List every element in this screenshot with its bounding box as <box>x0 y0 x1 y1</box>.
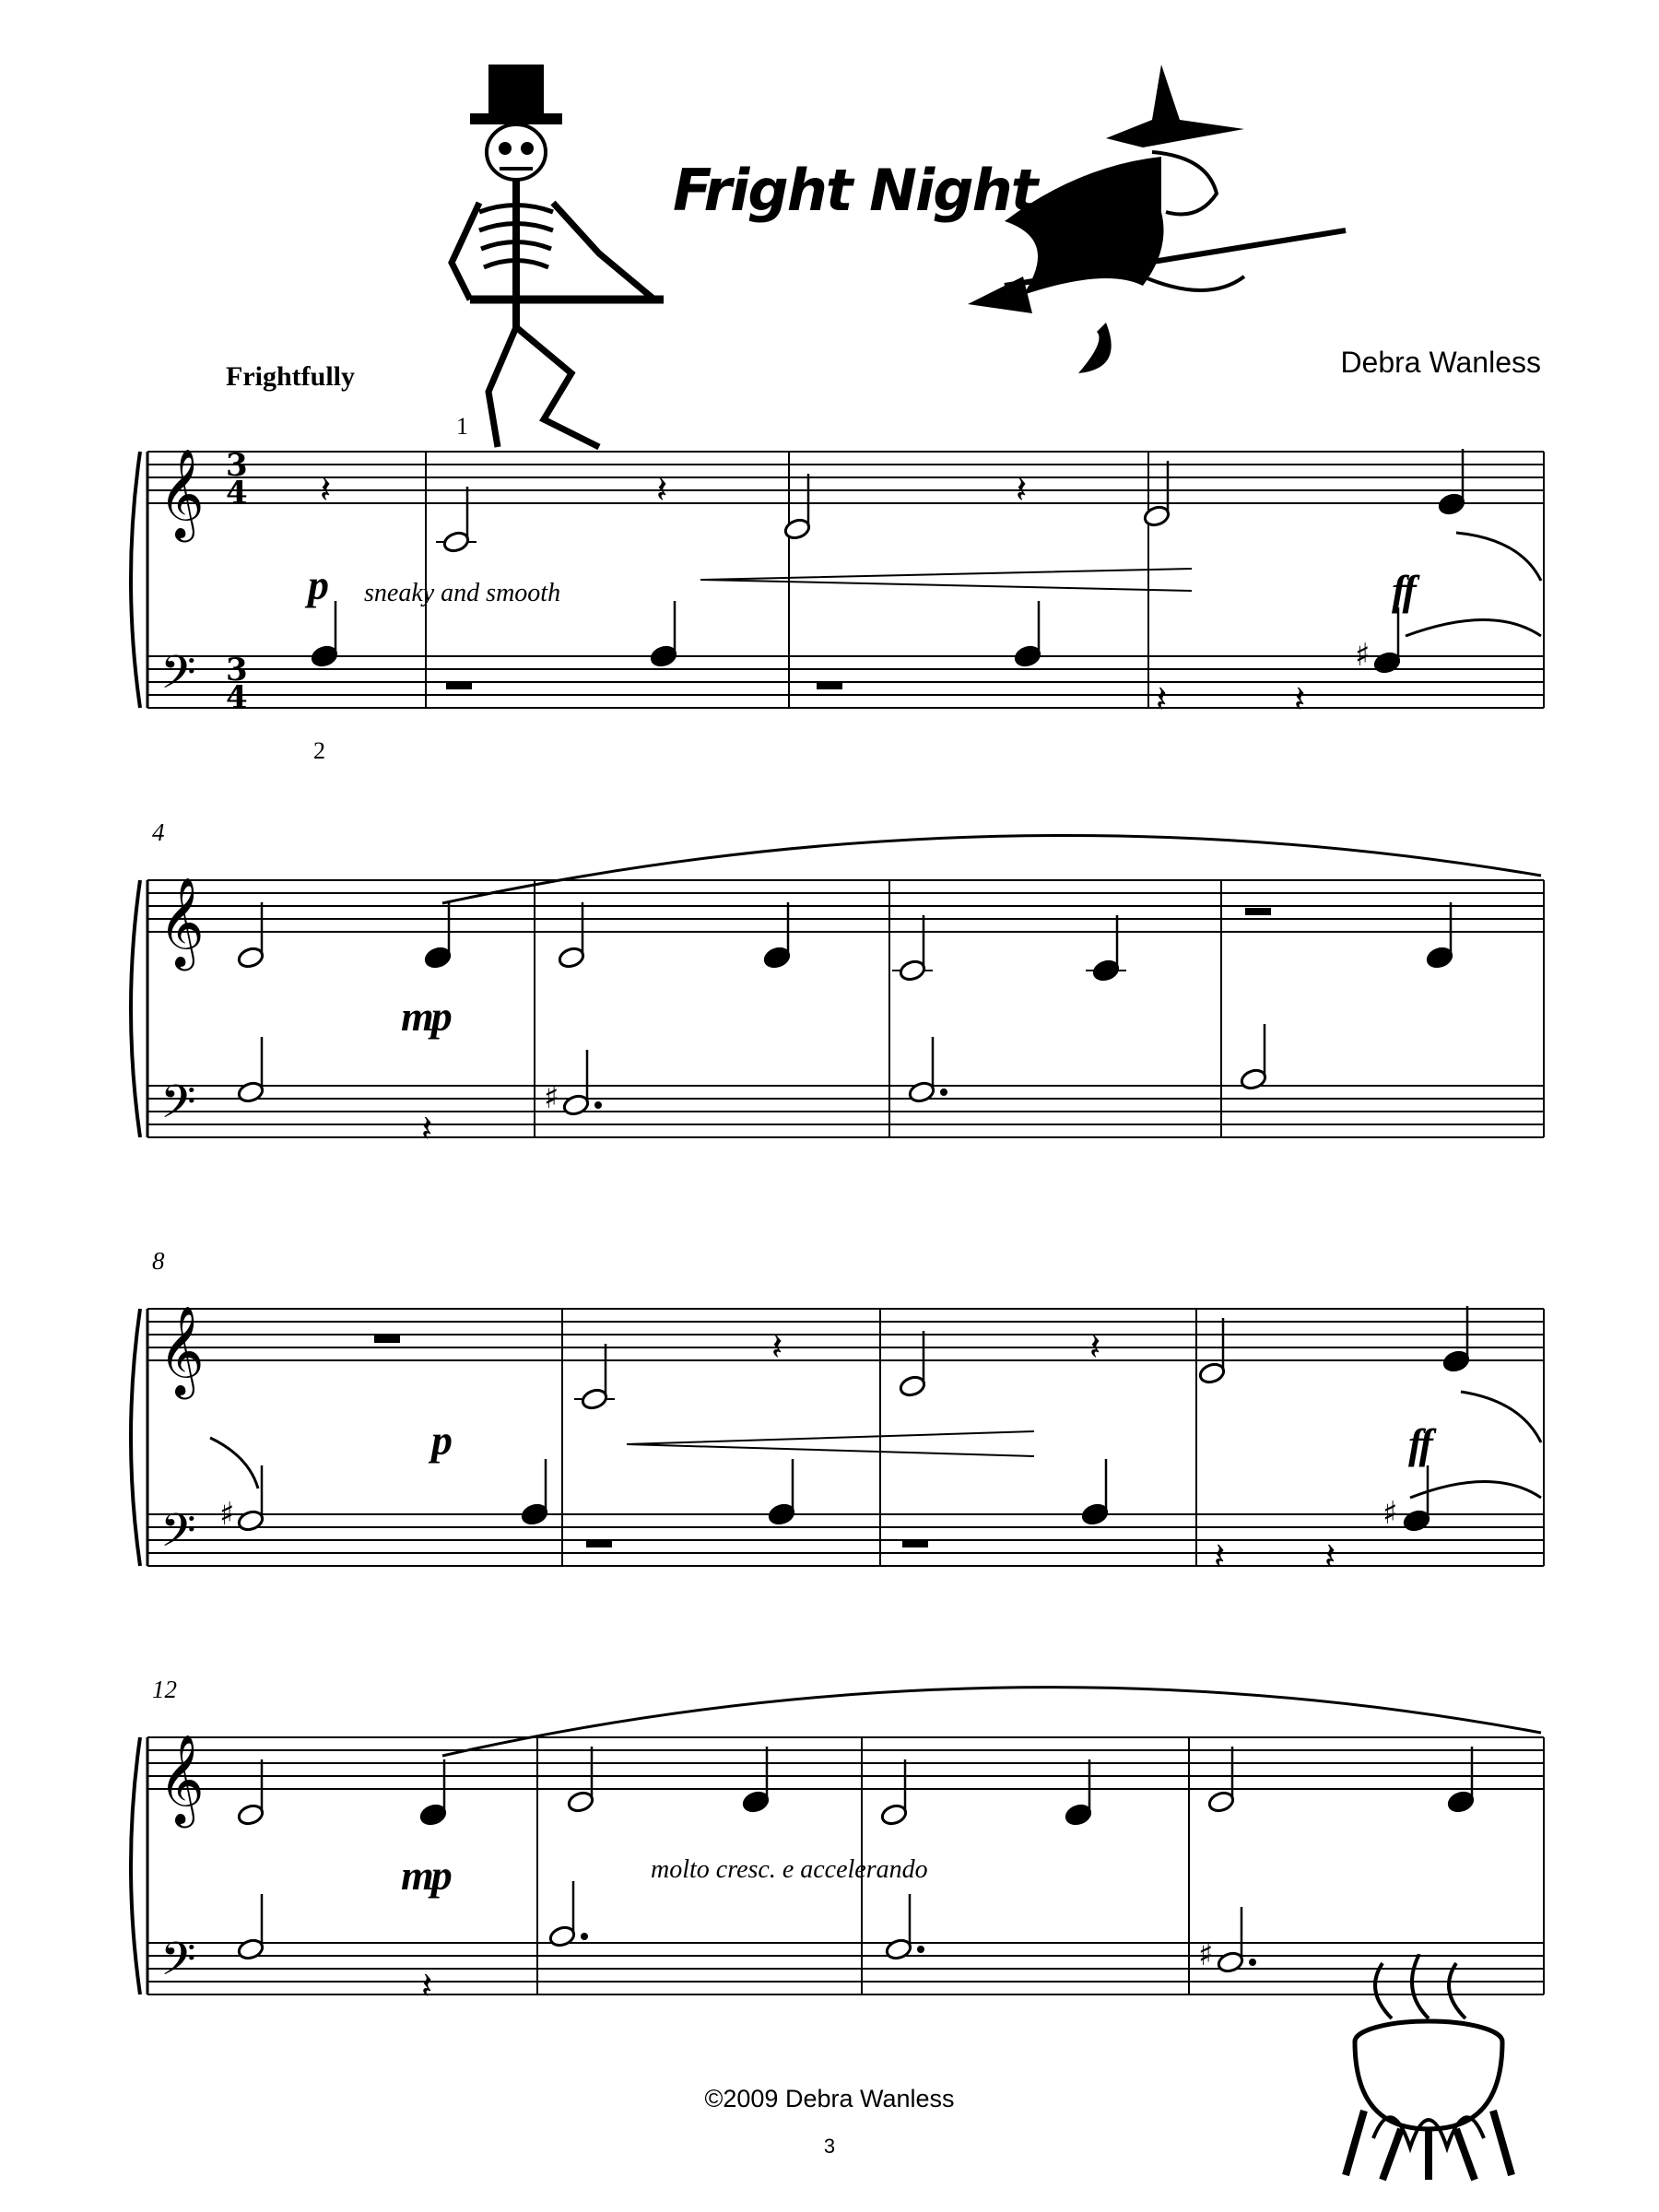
sharp-accidental-icon: ♯ <box>1355 637 1371 674</box>
treble-clef-icon: 𝄞 <box>159 1305 205 1395</box>
treble-clef-icon: 𝄞 <box>159 877 205 967</box>
treble-fingering: 1 <box>456 413 468 440</box>
note-head <box>419 1803 448 1827</box>
dynamic-fortissimo: ff <box>1408 1420 1430 1467</box>
time-signature-numerator: 3 <box>226 447 248 484</box>
quarter-rest-icon: 𝄽 <box>1294 678 1306 721</box>
half-rest <box>1245 908 1271 915</box>
half-rest <box>374 1335 400 1343</box>
quarter-rest-icon: 𝄽 <box>1214 1535 1226 1578</box>
dynamic-mezzo-piano: mp <box>401 993 450 1040</box>
note-head <box>1447 1790 1476 1814</box>
augmentation-dot <box>940 1088 947 1096</box>
note-head <box>567 1790 595 1814</box>
quarter-rest-icon: 𝄽 <box>1089 1326 1101 1369</box>
treble-clef-icon: 𝄞 <box>159 1734 205 1824</box>
quarter-rest-icon: 𝄽 <box>1324 1535 1336 1578</box>
time-signature-denominator: 4 <box>226 475 248 512</box>
note-head <box>1207 1790 1236 1814</box>
augmentation-dot <box>594 1101 602 1109</box>
note-head <box>1143 504 1171 528</box>
quarter-rest-icon: 𝄽 <box>1016 469 1028 512</box>
note-head <box>237 1937 265 1961</box>
note-head <box>763 946 792 970</box>
half-rest <box>902 1540 928 1547</box>
slur <box>210 1438 258 1488</box>
half-rest <box>817 682 842 689</box>
brace <box>131 1309 140 1566</box>
note-head <box>1081 1502 1110 1526</box>
time-signature-denominator: 4 <box>226 679 248 716</box>
brace <box>131 880 140 1137</box>
measure-number-8: 8 <box>152 1247 165 1275</box>
slur <box>1406 620 1541 637</box>
note-head <box>768 1502 796 1526</box>
note-head <box>1426 946 1454 970</box>
note-head <box>424 946 453 970</box>
dynamic-fortissimo: ff <box>1392 567 1414 614</box>
quarter-rest-icon: 𝄽 <box>656 469 668 512</box>
note-head <box>1217 1950 1245 1974</box>
note-head <box>237 1080 265 1104</box>
crescendo-hairpin <box>700 569 1192 591</box>
note-head <box>558 946 586 970</box>
note-head <box>783 517 812 541</box>
expression-text: sneaky and smooth <box>364 579 561 607</box>
note-head <box>1442 1349 1471 1373</box>
note-head <box>237 1509 265 1533</box>
note-head <box>1065 1803 1093 1827</box>
note-head <box>885 1937 913 1961</box>
crescendo-hairpin <box>627 1431 1034 1456</box>
page-title: Fright Night <box>673 157 1037 224</box>
quarter-rest-icon: 𝄽 <box>1156 678 1168 721</box>
tempo-marking: Frightfully <box>226 361 355 392</box>
note-head <box>1240 1067 1268 1091</box>
note-head <box>311 644 339 668</box>
augmentation-dot <box>1249 1959 1256 1966</box>
brace <box>131 452 140 708</box>
bass-clef-icon: 𝄢 <box>160 646 196 711</box>
slur <box>1461 1392 1541 1442</box>
note-head <box>1014 644 1042 668</box>
expression-text: molto cresc. e accelerando <box>651 1855 928 1884</box>
half-rest <box>446 682 472 689</box>
note-head <box>1198 1361 1227 1385</box>
quarter-rest-icon: 𝄽 <box>771 1326 783 1369</box>
bass-fingering: 2 <box>313 737 325 764</box>
half-rest <box>586 1540 612 1547</box>
note-head <box>742 1790 771 1814</box>
note-head <box>237 946 265 970</box>
augmentation-dot <box>581 1933 588 1940</box>
quarter-rest-icon: 𝄽 <box>421 1965 433 2007</box>
measure-number-4: 4 <box>152 818 165 846</box>
bass-clef-icon: 𝄢 <box>160 1076 196 1140</box>
sharp-accidental-icon: ♯ <box>544 1079 559 1116</box>
note-head <box>880 1803 909 1827</box>
sharp-accidental-icon: ♯ <box>1382 1495 1398 1532</box>
note-head <box>899 959 927 982</box>
augmentation-dot <box>917 1946 924 1953</box>
key-sharp-icon: ♯ <box>219 1496 235 1534</box>
note-head <box>1438 492 1466 516</box>
note-head <box>899 1374 927 1398</box>
bass-clef-icon: 𝄢 <box>160 1933 196 1997</box>
copyright-notice: ©2009 Debra Wanless <box>704 2085 955 2112</box>
dynamic-piano: p <box>431 1417 450 1464</box>
note-head <box>548 1924 577 1948</box>
slur <box>1410 1482 1541 1499</box>
note-head <box>650 644 678 668</box>
treble-clef-icon: 𝄞 <box>159 448 205 538</box>
note-head <box>1092 959 1121 982</box>
note-head <box>908 1080 936 1104</box>
time-signature-numerator: 3 <box>226 652 248 688</box>
quarter-rest-icon: 𝄽 <box>421 1108 433 1150</box>
dynamic-piano: p <box>308 561 326 608</box>
note-head <box>521 1502 549 1526</box>
note-head <box>442 530 471 554</box>
note-head <box>1403 1509 1431 1533</box>
slur <box>442 1688 1541 1756</box>
page-number: 3 <box>823 2135 836 2158</box>
note-head <box>1373 651 1402 675</box>
note-head <box>562 1093 591 1117</box>
composer-name: Debra Wanless <box>1340 346 1541 379</box>
note-head <box>237 1803 265 1827</box>
sharp-accidental-icon: ♯ <box>1198 1936 1214 1973</box>
dynamic-mezzo-piano: mp <box>401 1852 450 1899</box>
quarter-rest-icon: 𝄽 <box>320 469 332 512</box>
bass-clef-icon: 𝄢 <box>160 1504 196 1569</box>
slur <box>1456 533 1541 581</box>
note-head <box>581 1387 609 1411</box>
brace <box>131 1737 140 1994</box>
measure-number-12: 12 <box>152 1676 177 1703</box>
